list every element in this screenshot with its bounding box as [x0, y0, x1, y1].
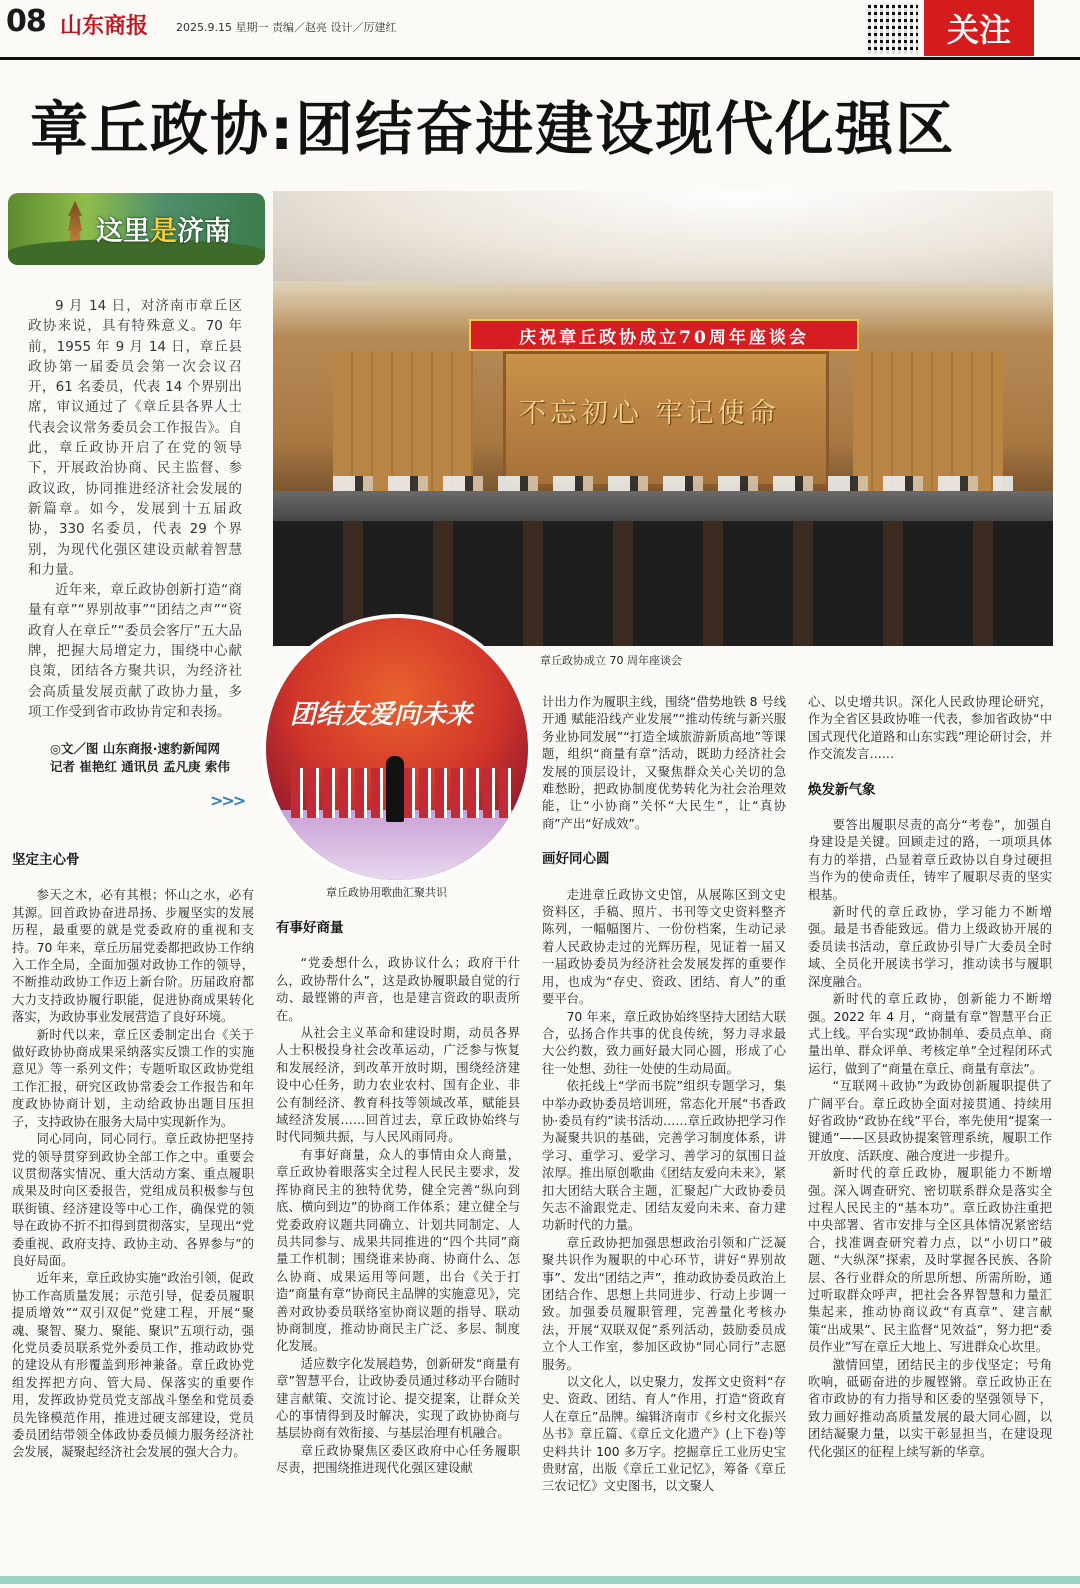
column-banner	[8, 193, 265, 265]
paragraph: 激情回望，团结民主的步伐坚定；号角吹响，砥砺奋进的步履铿锵。章丘政协正在省市政协的有力指导和区委的坚强领导下，致力画好推动高质量发展的最大同心圆，以团结凝聚力量，以实干彰显担当，在建设现代化强区的征程上续写新的华章。	[808, 1357, 1052, 1459]
intro-para: 近年来，章丘政协创新打造“商量有章”“界别故事”“团结之声”“资政育人在章丘”“委员会客厅”五大品牌，把握大局增定力，围绕中心献良策，团结各方聚共识，为经济社会高质量发展贡献了政协力量，多项工作受到省市政协肯定和表扬。	[28, 582, 242, 720]
intro-text	[28, 296, 242, 722]
article-column-4	[808, 694, 1052, 1461]
intro-para: 9 月 14 日，对济南市章丘区政协来说，具有特殊意义。70 年前，1955 年 9 月 14 日，章丘县政协第一届委员会第一次会议召开，61 名委员，代表 14 个界别出席，审议通过了《章丘县各界人士代表会议常务委员会工作报告》。自此，章丘政协开启了在党的领导下，开展政治协商、民主监督、参政议政，协同推进经济社会发展的新篇章。如今，发展到十五届政协，330 名委员，代表 29 个界别，为现代化强区建设贡献着智慧和力量。	[28, 298, 242, 578]
banner-text: 这里是济南	[96, 216, 231, 247]
headline: 章丘政协:团结奋进建设现代化强区	[30, 95, 956, 163]
paragraph: 新时代的章丘政协，履职能力不断增强。深入调查研究、密切联系群众是落实全过程人民民主的“基本功”。章丘政协注重把中央部署、省市安排与全区具体情况紧密结合，找准调查研究着力点，以“小切口”破题、“大纵深”探索，及时掌握各民族、各阶层、各行业群众的所思所想、所需所盼，通过听取群众呼声，把社会各界智慧和力量汇集起来，推动协商议政“有真章”、建言献策“出成果”、民主监督“见效益”，努力把“委员作业”写在章丘大地上、写进群众心坎里。	[808, 1166, 1052, 1355]
subheading: 坚定主心骨	[12, 852, 80, 868]
photo-slogan: 不忘初心 牢记使命	[519, 398, 780, 429]
subheading: 焕发新气象	[808, 781, 876, 798]
byline-line: 记者 崔艳红 通讯员 孟凡庚 索伟	[50, 759, 230, 774]
paragraph: 以文化人，以史聚力，发挥文史资料“存史、资政、团结、育人”作用，打造“资政育人在章丘”品牌。编辑济南市《乡村文化振兴丛书》章丘篇、《章丘文化遗产》(上下卷)等史料共计 100 多万字。挖掘章丘工业历史宝贵财富，出版《章丘工业记忆》，筹备《章丘三农记忆》文史图书，以文聚人	[542, 1375, 786, 1494]
photo-conductor	[386, 756, 404, 822]
photo-banner-text: 庆祝章丘政协成立70周年座谈会	[469, 319, 859, 351]
byline-line: ◎文／图 山东商报·速豹新闻网	[50, 741, 221, 756]
photo-ceiling	[273, 191, 1053, 281]
paragraph: 新时代的章丘政协，学习能力不断增强。最是书香能致远。借力上级政协开展的委员读书活动，章丘政协引导广大委员全时域、全员化开展读书学习，推动读书与履职深度融合。	[808, 905, 1052, 989]
newspaper-name: 山东商报	[60, 13, 149, 39]
page-number: 08	[6, 4, 46, 39]
article-column-3	[542, 694, 786, 1496]
paragraph: “互联网＋政协”为政协创新履职提供了广阔平台。章丘政协全面对接贯通、持续用好省政协“政协在线”平台，率先使用“提案一键通”——区县政协提案管理系统，履职工作开放度、活跃度、融合度进一步提升。	[808, 1079, 1052, 1163]
subheading: 画好同心圆	[542, 851, 610, 868]
continue-arrow-icon: >>>	[210, 791, 245, 810]
paragraph: 心、以史增共识。深化人民政协理论研究，作为全省区县政协唯一代表，参加省政协“中国式现代化道路和山东实践”理论研讨会，并作交流发言……	[808, 695, 1052, 762]
photo-caption: 章丘政协用歌曲汇聚共识	[326, 886, 447, 899]
subheading: 有事好商量	[276, 920, 344, 936]
paragraph: 有事好商量，众人的事情由众人商量，章丘政协着眼落实全过程人民民主要求，发挥协商民主的独特优势，健全完善“纵向到底、横向到边”的协商工作体系；建立健全与党委政府议题共同确立、计划共同制定、人员共同参与、成果共同推进的“四个共同”商量工作机制；围绕谁来协商、协商什么、怎么协商、成果运用等问题，出台《关于打造“商量有章”协商民主品牌的实施意见》，完善对政协委员联络室协商议题的指导、联动协商制度，推动协商民主广泛、多层、制度化发展。	[276, 1147, 520, 1354]
article-column-1	[12, 852, 254, 1462]
paragraph: 新时代的章丘政协，创新能力不断增强。2022 年 4 月，“商量有章”智慧平台正式上线。平台实现“政协制单、委员点单、商量出单、群众评单、考核定单”全过程闭环式运行，做到了“商量在章丘、商量有章法”。	[808, 992, 1052, 1076]
footer-stripe	[0, 1576, 1080, 1584]
chorus-backdrop-text: 团结友爱向未来	[290, 700, 473, 730]
header-rule	[0, 57, 1080, 60]
paragraph: 同心同向，同心同行。章丘政协把坚持党的领导贯穿到政协全部工作之中。重要会议贯彻落实情况、重大活动方案、重点履职成果及时向区委报告，党组成员积极参与包联街镇、经济建设等中心工作，确保党的领导在政协不折不扣得到贯彻落实，呈现出“党委重视、政府支持、政协主动、各界参与”的良好局面。	[12, 1132, 254, 1268]
meeting-photo	[273, 191, 1053, 646]
issue-meta: 2025.9.15 星期一 责编／赵亮 设计／厉建红	[176, 21, 397, 34]
qr-code-icon	[868, 4, 918, 54]
paragraph: 近年来，章丘政协实施“政治引领，促政协工作高质量发展；示范引导，促委员履职提质增效”“双引双促”党建工程，开展“聚魂、聚智、聚力、聚能、聚识”五项行动，强化党员委员联系党外委员工作，推动政协党的建设从有形覆盖到形神兼备。章丘政协党组发挥把方向、管大局、保落实的重要作用，发挥政协党员党支部战斗堡垒和党员委员先锋模范作用，推进过硬支部建设，党员委员团结带领全体政协委员倾力服务经济社会发展，凝聚起经济社会发展的强大合力。	[12, 1271, 254, 1460]
photo-caption: 章丘政协成立 70 周年座谈会	[540, 654, 682, 667]
paragraph: 计出力作为履职主线，围绕“借势地铁 8 号线开通 赋能沿线产业发展”“推动传统与新兴服务业协同发展”“打造全域旅游新质高地”等课题，组织“商量有章”活动，既助力经济社会发展的顶层设计，又聚焦群众关心关切的急难愁盼，把政协制度优势转化为社会治理效能，让“小协商”关怀“大民生”，让“真协商”产出“好成效”。	[542, 695, 786, 831]
paragraph: “党委想什么，政协议什么；政府干什么，政协帮什么”，这是政协履职最自觉的行动、最铿锵的声音，也是建言资政的职责所在。	[276, 956, 520, 1023]
paragraph: 要答出履职尽责的高分“考卷”，加强自身建设是关键。回顾走过的路，一项项具体有力的举措，凸显着章丘政协以自身过硬担当作为的使命责任，铸牢了履职尽责的坚实根基。	[808, 818, 1052, 902]
paragraph: 走进章丘政协文史馆，从展陈区到文史资料区，手稿、照片、书刊等文史资料整齐陈列，一幅幅图片、一份份档案，生动记录着人民政协走过的光辉历程，见证着一届又一届政协委员为经济社会发展发挥的重要作用，也成为“存史、资政、团结、育人”的重要平台。	[542, 887, 786, 1007]
chorus-photo	[262, 614, 532, 884]
paragraph: 适应数字化发展趋势，创新研发“商量有章”智慧平台，让政协委员通过移动平台随时建言献策、交流讨论、提交提案，让群众关心的事情得到及时解决，实现了政协协商与基层协商有效衔接、与基层治理有机融合。	[276, 1356, 520, 1441]
photo-panel	[853, 351, 1003, 491]
paragraph: 章丘政协把加强思想政治引领和广泛凝聚共识作为履职的中心环节，讲好“界别故事”、发出“团结之声”，推动政协委员政治上团结合作、思想上共同进步、行动上步调一致。加强委员履职管理，完善量化考核办法，开展“双联双促”系列活动，鼓励委员成立个人工作室，参加区政协“同心同行”志愿服务。	[542, 1235, 786, 1372]
paragraph: 参天之木，必有其根；怀山之水，必有其源。回首政协奋进昂扬、步履坚实的发展历程，最重要的就是党委政府的重视和支持。70 年来，章丘历届党委都把政协工作纳入工作全局，全面加强对政协工作的领导，不断推动政协工作迈上新台阶。历届政府都大力支持政协履行职能，促进协商成果转化落实，为政协事业发展营造了良好环境。	[12, 888, 254, 1025]
byline	[50, 740, 250, 776]
article-column-2	[276, 920, 520, 1478]
paragraph: 依托线上“学而书院”组织专题学习，集中举办政协委员培训班，常态化开展“书香政协·委员有约”读书活动……章丘政协把学习作为凝聚共识的基础，完善学习制度体系，讲学习、重学习、爱学习、善学习的氛围日益浓厚。推出原创歌曲《团结友爱向未来》，紧扣大团结大联合主题，汇聚起广大政协委员矢志不渝跟党走、团结友爱向未来、奋力建功新时代的力量。	[542, 1079, 786, 1233]
paragraph: 从社会主义革命和建设时期，动员各界人士积极投身社会改革运动，广泛参与恢复和发展经济，到改革开放时期，围绕经济建设中心任务，助力农业农村、国有企业、非公有制经济、教育科技等领域改革，赋能县域经济发展……回首过去，章丘政协始终与时代同频共振，与人民风雨同舟。	[276, 1026, 520, 1145]
paragraph: 70 年来，章丘政协始终坚持大团结大联合，弘扬合作共事的优良传统，努力寻求最大公约数，致力画好最大同心圆，形成了心往一处想、劲往一处使的生动局面。	[542, 1009, 786, 1076]
paragraph: 新时代以来，章丘区委制定出台《关于做好政协协商成果采纳落实反馈工作的实施意见》等一系列文件；专题听取区政协党组工作汇报，研究区政协常委会工作报告和年度政协协商计划，主动给政协出题目压担子，支持政协在服务大局中实现新作为。	[12, 1027, 254, 1129]
paragraph: 章丘政协聚焦区委区政府中心任务履职尽责，把围绕推进现代化强区建设献	[276, 1443, 520, 1476]
photo-panel	[333, 351, 473, 491]
section-label: 关注	[924, 0, 1034, 56]
